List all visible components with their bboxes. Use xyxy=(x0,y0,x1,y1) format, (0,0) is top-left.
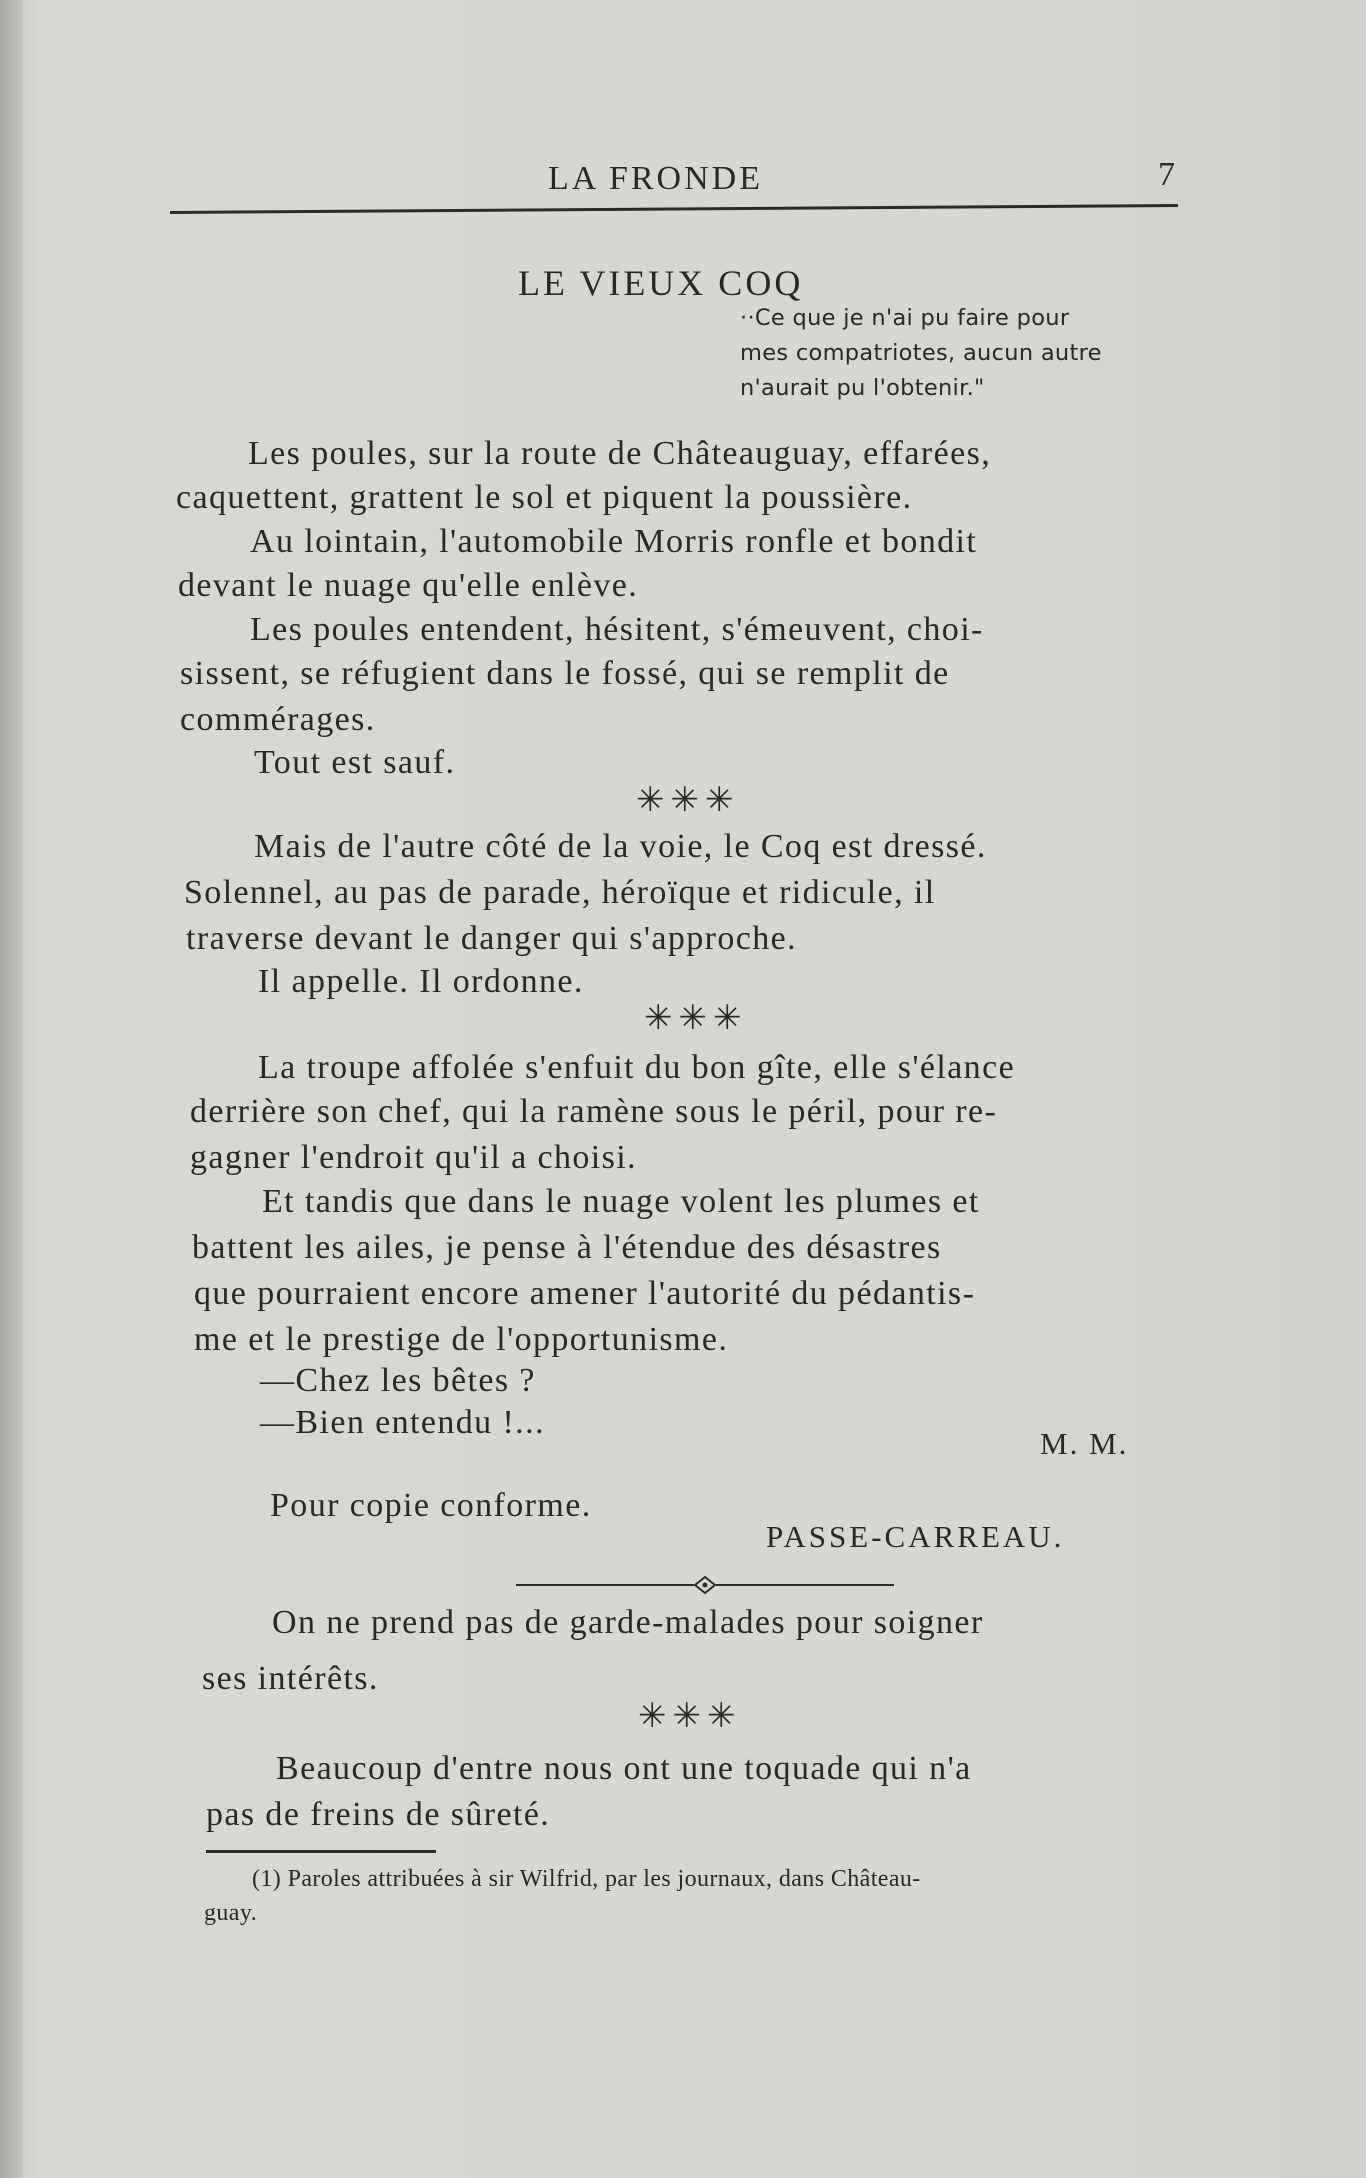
article-title: LE VIEUX COQ xyxy=(518,263,804,303)
maxim-line: Beaucoup d'entre nous ont une toquade qui n'a xyxy=(276,1750,972,1787)
epigraph-line: mes compatriotes, aucun autre xyxy=(740,340,1102,366)
body-line: battent les ailes, je pense à l'étendue des désastres xyxy=(192,1229,942,1266)
section-separator: ✳✳✳ xyxy=(644,1000,748,1037)
section-separator: ✳✳✳ xyxy=(636,782,740,819)
body-line: derrière son chef, qui la ramène sous le péril, pour re- xyxy=(190,1093,998,1130)
body-line: Au lointain, l'automobile Morris ronfle et bondit xyxy=(250,523,978,560)
body-line: caquettent, grattent le sol et piquent la poussière. xyxy=(176,479,913,516)
body-line: Les poules, sur la route de Châteauguay, effarées, xyxy=(248,435,992,472)
body-line: Et tandis que dans le nuage volent les plumes et xyxy=(262,1183,980,1220)
epigraph-line: n'aurait pu l'obtenir." xyxy=(740,375,985,401)
copy-note-signature: PASSE-CARREAU. xyxy=(766,1519,1065,1554)
body-line: devant le nuage qu'elle enlève. xyxy=(178,567,639,604)
footnote-line: (1) Paroles attribuées à sir Wilfrid, par les journaux, dans Château- xyxy=(252,1866,921,1892)
maxim-line: ses intérêts. xyxy=(202,1660,379,1697)
body-line: que pourraient encore amener l'autorité du pédantis- xyxy=(194,1275,976,1312)
copy-note-text: Pour copie conforme. xyxy=(270,1487,592,1524)
article-signature: M. M. xyxy=(1040,1426,1129,1461)
body-line: commérages. xyxy=(180,701,376,738)
body-line: Mais de l'autre côté de la voie, le Coq est dressé. xyxy=(254,828,987,865)
running-header-title: LA FRONDE xyxy=(548,160,763,197)
footnote-rule xyxy=(206,1850,436,1853)
maxim-line: On ne prend pas de garde-malades pour soigner xyxy=(272,1604,984,1641)
body-line: Tout est sauf. xyxy=(254,744,456,781)
body-line: traverse devant le danger qui s'approche. xyxy=(186,920,798,957)
page-number: 7 xyxy=(1158,156,1175,193)
body-line: Les poules entendent, hésitent, s'émeuvent, choi- xyxy=(250,611,984,648)
body-line: —Bien entendu !... xyxy=(260,1404,545,1441)
body-line: La troupe affolée s'enfuit du bon gîte, elle s'élance xyxy=(258,1049,1016,1086)
body-line: me et le prestige de l'opportunisme. xyxy=(194,1321,729,1358)
footnote-line: guay. xyxy=(204,1900,258,1926)
maxim-line: pas de freins de sûreté. xyxy=(206,1796,551,1833)
body-line: Il appelle. Il ordonne. xyxy=(258,963,584,1000)
body-line: —Chez les bêtes ? xyxy=(260,1362,536,1399)
body-line: Solennel, au pas de parade, héroïque et ridicule, il xyxy=(184,874,936,911)
body-line: gagner l'endroit qu'il a choisi. xyxy=(190,1139,638,1176)
body-line: sissent, se réfugient dans le fossé, qui se remplit de xyxy=(180,655,950,692)
ornament-divider xyxy=(516,1573,894,1597)
section-separator: ✳✳✳ xyxy=(638,1698,742,1735)
header-rule xyxy=(170,204,1178,214)
epigraph-line: ··Ce que je n'ai pu faire pour xyxy=(740,305,1070,331)
page-gutter xyxy=(0,0,22,2178)
